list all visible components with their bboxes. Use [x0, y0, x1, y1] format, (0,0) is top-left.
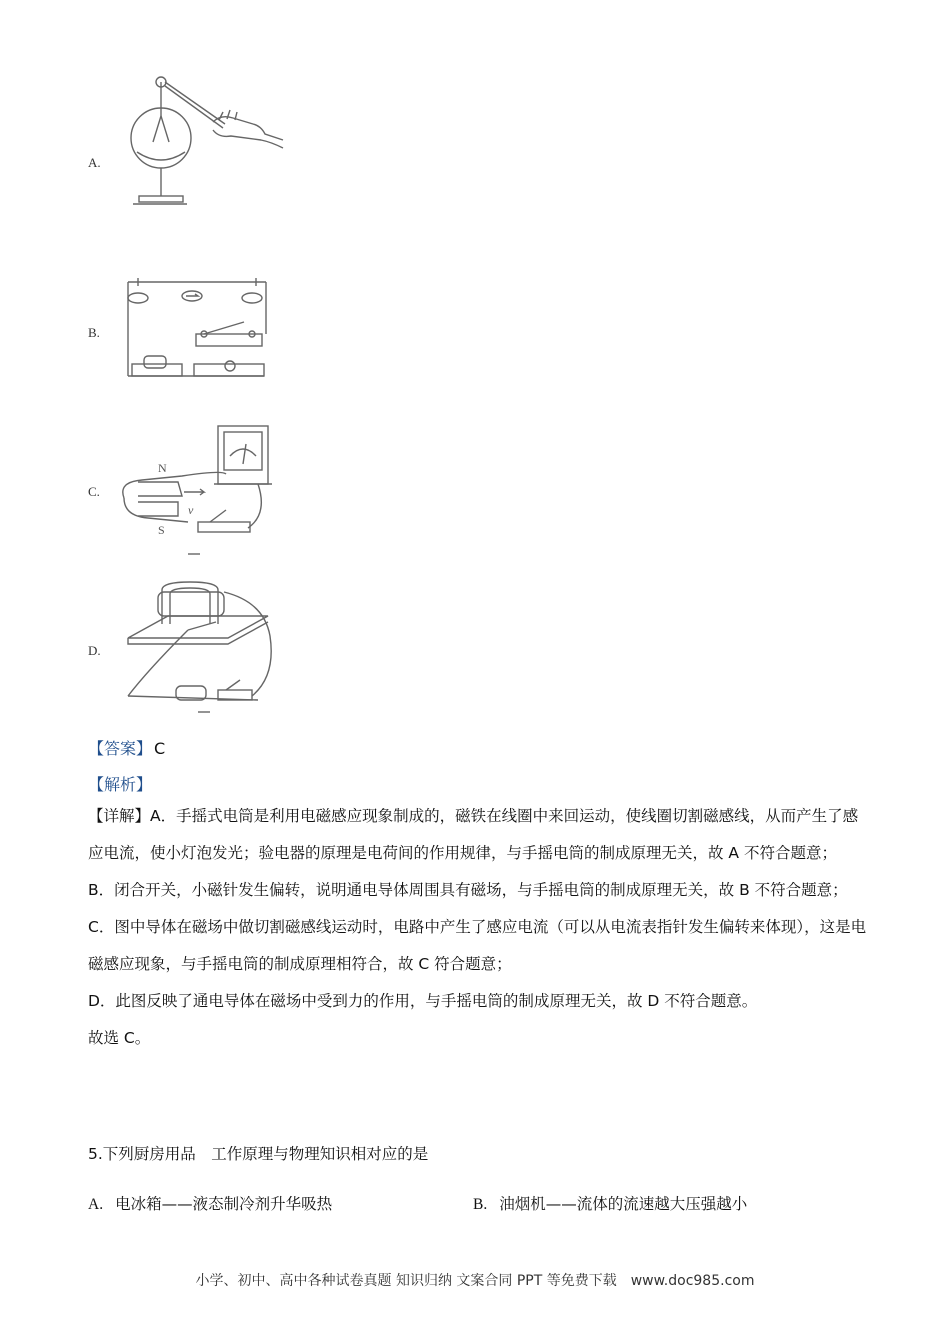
induction-galvanometer-icon — [118, 422, 288, 557]
explanation-a: 【详解】A．手摇式电筒是利用电磁感应现象制成的，磁铁在线圈中来回运动，使线圈切割磁感线，从而产生了感应电流，使小灯泡发光；验电器的原理是电荷间的作用规律，与手摇电筒的制成原理无关，故 A 不符合题意； — [88, 807, 859, 862]
page-footer: 小学、初中、高中各种试卷真题 知识归纳 文案合同 PPT 等免费下载 www.doc985.com — [195, 1273, 755, 1289]
choice-b-key: B. — [473, 1196, 488, 1213]
question-5-stem: 5.下列厨房用品 工作原理与物理知识相对应的是 — [88, 1145, 429, 1163]
explanation-d: D．此图反映了通电导体在磁场中受到力的作用，与手摇电筒的制成原理无关，故 D 不符合题意。 — [88, 992, 758, 1010]
explanation-c: C．图中导体在磁场中做切割磁感线运动时，电路中产生了感应电流（可以从电流表指针发生偏转来体现），这是电磁感应现象，与手摇电筒的制成原理相符合，故 C 符合题意； — [88, 918, 867, 973]
option-label-b: B. — [88, 325, 100, 340]
option-label-d: D. — [88, 643, 101, 658]
velocity-label: v — [188, 503, 194, 517]
explanation-b: B．闭合开关，小磁针发生偏转，说明通电导体周围具有磁场，与手摇电筒的制成原理无关，故 B 不符合题意； — [88, 881, 848, 899]
explanation-block — [88, 798, 868, 1057]
option-label-a: A. — [88, 155, 101, 170]
magnet-north-label: N — [158, 461, 167, 475]
explanation-conclusion: 故选 C。 — [88, 1029, 151, 1047]
analysis-tag: 【解析】 — [88, 775, 153, 794]
magnet-south-label: S — [158, 523, 165, 537]
question-5-choice-b — [473, 1192, 747, 1214]
choice-b-text: 油烟机——流体的流速越大压强越小 — [499, 1195, 748, 1213]
oersted-circuit-icon — [118, 272, 278, 392]
answer-tag: 【答案】 — [88, 739, 153, 758]
answer-value: C — [154, 739, 166, 758]
answer-line — [88, 736, 165, 759]
choice-a-text: 电冰箱——液态制冷剂升华吸热 — [115, 1195, 333, 1213]
choice-a-key: A. — [88, 1196, 104, 1213]
electroscope-with-hand-icon — [125, 72, 295, 222]
option-label-c: C. — [88, 484, 100, 499]
question-5-choice-a — [88, 1192, 332, 1214]
motor-force-experiment-icon — [118, 578, 288, 716]
